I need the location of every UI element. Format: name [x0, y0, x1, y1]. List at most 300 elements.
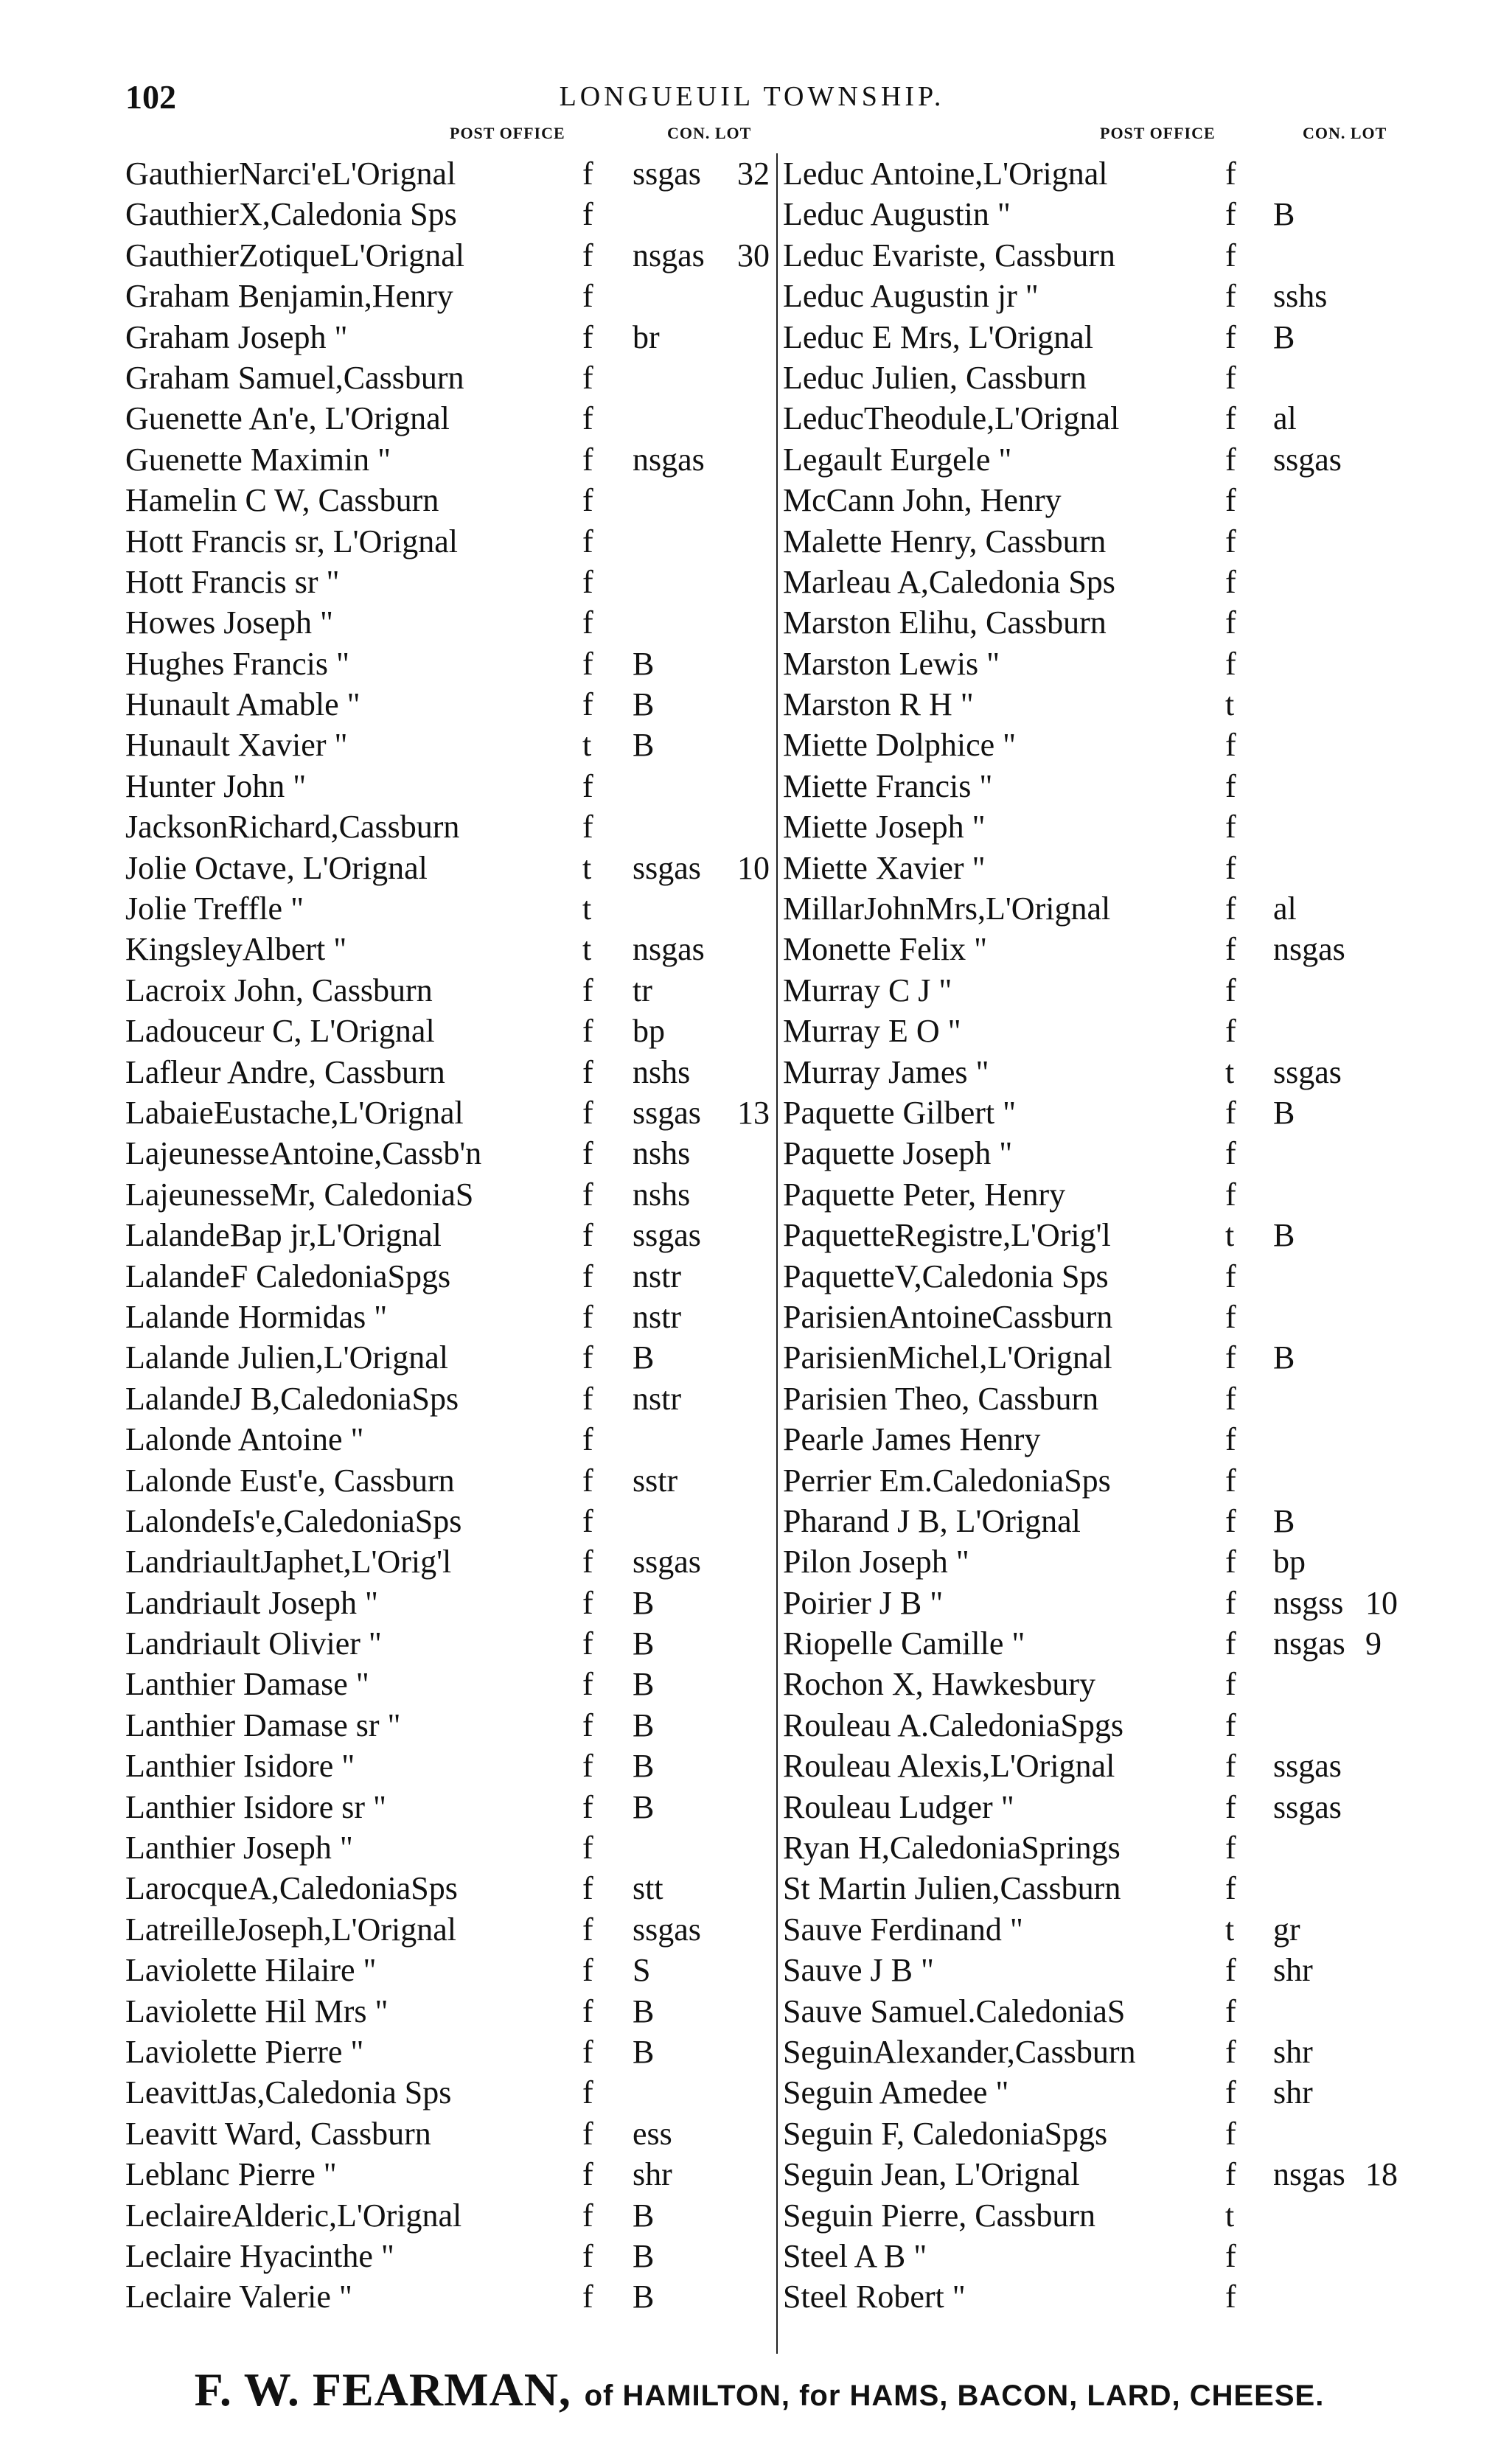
entry-post-office: f [582, 2197, 593, 2234]
directory-entry [125, 1583, 774, 1623]
directory-entry [125, 521, 774, 562]
directory-entry [125, 1991, 774, 2032]
entry-name: Miette Francis " [783, 767, 993, 804]
directory-entry [783, 1950, 1395, 1990]
directory-entry [783, 888, 1395, 929]
entry-post-office: f [582, 809, 593, 846]
entry-concession: ssgas [1273, 1788, 1342, 1825]
entry-post-office: f [582, 1952, 593, 1989]
entry-post-office: f [582, 156, 593, 192]
entry-concession: bp [1273, 1544, 1306, 1580]
directory-entry [783, 1705, 1395, 1746]
entry-name: Murray C J " [783, 972, 952, 1008]
directory-entry [783, 970, 1395, 1011]
directory-entry [783, 153, 1395, 194]
directory-entry [783, 1541, 1395, 1582]
directory-entry [783, 1174, 1395, 1215]
entry-post-office: f [1225, 645, 1236, 682]
entry-concession: sshs [1273, 278, 1328, 315]
entry-concession: nsgas [633, 237, 705, 273]
entry-name: Miette Xavier " [783, 849, 986, 886]
entry-name: Graham Joseph " [125, 318, 348, 355]
entry-name: Pharand J B, L'Orignal [783, 1502, 1081, 1539]
entry-name: SeguinAlexander,Cassburn [783, 2033, 1136, 2070]
directory-entry [783, 1827, 1395, 1868]
entry-post-office: f [1225, 809, 1236, 846]
entry-name: Paquette Joseph " [783, 1135, 1013, 1172]
right-column [783, 153, 1398, 2318]
directory-entry [125, 725, 774, 765]
entry-post-office: f [582, 523, 593, 560]
entry-post-office: f [582, 1339, 593, 1376]
entry-concession: B [1273, 318, 1295, 355]
entry-concession: ssgas [633, 849, 701, 886]
advertisement-text: of HAMILTON, for HAMS, BACON, LARD, CHEESE. [584, 2380, 1325, 2412]
entry-name: Lacroix John, Cassburn [125, 972, 433, 1008]
entry-post-office: f [582, 1993, 593, 2029]
left-column-header [125, 124, 774, 149]
entry-lot: 10 [1365, 1584, 1398, 1621]
entry-post-office: f [582, 1094, 593, 1131]
entry-post-office: f [582, 237, 593, 273]
entry-name: Hughes Francis " [125, 645, 349, 682]
directory-entry [125, 806, 774, 847]
left-post-office-heading: POST OFFICE [450, 124, 565, 142]
entry-name: Jolie Octave, L'Orignal [125, 849, 428, 886]
entry-post-office: f [582, 2074, 593, 2111]
directory-entry [783, 2154, 1398, 2195]
entry-name: LalandeJ B,CaledoniaSps [125, 1380, 459, 1417]
directory-entry [125, 1215, 774, 1255]
entry-post-office: f [1225, 604, 1236, 641]
entry-concession: B [633, 2033, 655, 2070]
directory-entry [783, 1256, 1395, 1297]
entry-post-office: f [1225, 2033, 1236, 2070]
entry-post-office: f [582, 686, 593, 723]
entry-post-office: f [582, 1176, 593, 1213]
right-con-lot-heading: CON. LOT [1303, 124, 1387, 142]
entry-post-office: f [582, 1298, 593, 1335]
entry-name: Lanthier Damase sr " [125, 1707, 401, 1743]
entry-concession: B [1273, 1339, 1295, 1376]
entry-name: Hamelin C W, Cassburn [125, 482, 439, 519]
entry-name: Lalande Julien,L'Orignal [125, 1339, 449, 1376]
entry-concession: B [1273, 1094, 1295, 1131]
entry-post-office: f [582, 1217, 593, 1254]
entry-post-office: f [582, 1421, 593, 1458]
directory-entry [125, 1337, 774, 1378]
entry-concession: S [633, 1952, 651, 1989]
entry-name: LabaieEustache,L'Orignal [125, 1094, 464, 1131]
entry-post-office: t [1225, 1053, 1235, 1090]
directory-entry [783, 1011, 1395, 1051]
entry-name: Marleau A,Caledonia Sps [783, 563, 1115, 600]
entry-name: ParisienAntoineCassburn [783, 1298, 1113, 1335]
directory-entry [783, 766, 1395, 806]
directory-entry [125, 1256, 774, 1297]
entry-concession: nstr [633, 1380, 681, 1417]
entry-name: Leclaire Hyacinthe " [125, 2237, 394, 2274]
directory-entry [783, 1623, 1395, 1664]
directory-entry [125, 1664, 774, 1704]
entry-post-office: f [1225, 523, 1236, 560]
entry-name: Lalonde Antoine " [125, 1421, 364, 1458]
entry-concession: B [633, 645, 655, 682]
left-column [125, 153, 774, 2318]
directory-entry [125, 1501, 774, 1541]
entry-post-office: t [582, 727, 592, 764]
entry-post-office: f [582, 645, 593, 682]
entry-post-office: f [582, 441, 593, 478]
entry-post-office: f [1225, 1094, 1236, 1131]
entry-name: Sauve Samuel.CaledoniaS [783, 1993, 1126, 2029]
entry-post-office: f [1225, 1748, 1236, 1785]
entry-lot: 32 [737, 156, 770, 192]
entry-post-office: f [1225, 727, 1236, 764]
directory-entry [783, 235, 1395, 276]
entry-post-office: t [1225, 1217, 1235, 1254]
directory-entry [783, 1052, 1395, 1092]
advertisement-footer [125, 2363, 1393, 2422]
entry-post-office: f [1225, 2115, 1236, 2152]
entry-concession: B [1273, 1217, 1295, 1254]
entry-post-office: f [1225, 196, 1236, 233]
entry-post-office: f [582, 1462, 593, 1499]
entry-concession: B [633, 1625, 655, 1662]
directory-entry [783, 602, 1395, 643]
entry-name: ParisienMichel,L'Orignal [783, 1339, 1112, 1376]
directory-entry [783, 1297, 1395, 1337]
directory-entry [783, 2236, 1395, 2276]
entry-concession: bp [633, 1013, 665, 1050]
entry-name: LeavittJas,Caledonia Sps [125, 2074, 452, 2111]
entry-post-office: f [1225, 1788, 1236, 1825]
entry-name: Parisien Theo, Cassburn [783, 1380, 1099, 1417]
entry-name: LeclaireAlderic,L'Orignal [125, 2197, 462, 2234]
entry-name: Leclaire Valerie " [125, 2279, 352, 2315]
directory-entry [125, 439, 774, 480]
directory-entry [125, 235, 774, 276]
directory-entry [125, 1827, 774, 1868]
directory-entry [125, 1133, 774, 1174]
directory-entry [125, 766, 774, 806]
entry-name: Leblanc Pierre " [125, 2156, 337, 2193]
directory-entry [783, 1215, 1395, 1255]
entry-post-office: f [1225, 1502, 1236, 1539]
directory-entry [783, 194, 1395, 234]
entry-name: Lanthier Damase " [125, 1666, 369, 1703]
entry-name: LandriaultJaphet,L'Orig'l [125, 1544, 452, 1580]
entry-name: Rouleau Ludger " [783, 1788, 1014, 1825]
entry-post-office: f [1225, 1870, 1236, 1907]
directory-entry [783, 1378, 1395, 1419]
entry-name: Sauve Ferdinand " [783, 1911, 1023, 1948]
left-con-lot-heading: CON. LOT [667, 124, 752, 142]
entry-post-office: f [1225, 1462, 1236, 1499]
entry-post-office: f [582, 563, 593, 600]
entry-name: Landriault Joseph " [125, 1584, 378, 1621]
entry-name: Rouleau Alexis,L'Orignal [783, 1748, 1115, 1785]
entry-post-office: f [1225, 849, 1236, 886]
entry-post-office: t [582, 931, 592, 968]
entry-name: JacksonRichard,Cassburn [125, 809, 460, 846]
directory-entry [783, 806, 1395, 847]
entry-post-office: f [582, 1544, 593, 1580]
entry-name: Seguin Jean, L'Orignal [783, 2156, 1080, 2193]
directory-entry [783, 1583, 1398, 1623]
entry-name: Laviolette Hil Mrs " [125, 1993, 389, 2029]
entry-name: Pilon Joseph " [783, 1544, 969, 1580]
directory-entry [125, 2195, 774, 2236]
entry-name: GauthierNarci'eL'Orignal [125, 156, 456, 192]
directory-entry [125, 153, 774, 194]
entry-concession: B [633, 686, 655, 723]
entry-name: Seguin Amedee " [783, 2074, 1009, 2111]
entry-concession: B [633, 1666, 655, 1703]
directory-entry [125, 888, 774, 929]
entry-name: Poirier J B " [783, 1584, 944, 1621]
entry-lot: 18 [1365, 2156, 1398, 2193]
directory-entry [125, 1705, 774, 1746]
entry-name: Monette Felix " [783, 931, 988, 968]
entry-name: MillarJohnMrs,L'Orignal [783, 890, 1111, 927]
entry-name: Malette Henry, Cassburn [783, 523, 1107, 560]
entry-concession: shr [1273, 2033, 1313, 2070]
directory-entry [783, 2195, 1395, 2236]
entry-post-office: f [1225, 400, 1236, 437]
directory-entry [783, 1460, 1395, 1501]
entry-post-office: f [582, 1135, 593, 1172]
entry-post-office: f [582, 318, 593, 355]
entry-concession: nsgas [1273, 1625, 1345, 1662]
entry-post-office: f [1225, 2237, 1236, 2274]
entry-post-office: f [582, 2156, 593, 2193]
entry-name: Steel A B " [783, 2237, 927, 2274]
entry-name: Hunault Xavier " [125, 727, 348, 764]
entry-post-office: f [1225, 1830, 1236, 1866]
entry-name: Murray James " [783, 1053, 989, 1090]
entry-post-office: t [1225, 2197, 1235, 2234]
entry-concession: B [633, 2197, 655, 2234]
entry-post-office: t [1225, 1911, 1235, 1948]
directory-entry [125, 1868, 774, 1909]
entry-name: Landriault Olivier " [125, 1625, 382, 1662]
entry-concession: sstr [633, 1462, 678, 1499]
entry-name: Seguin F, CaledoniaSpgs [783, 2115, 1108, 2152]
entry-concession: br [633, 318, 660, 355]
entry-post-office: f [1225, 1421, 1236, 1458]
entry-post-office: f [582, 1053, 593, 1090]
entry-name: LeducTheodule,L'Orignal [783, 400, 1120, 437]
entry-name: Rouleau A.CaledoniaSpgs [783, 1707, 1123, 1743]
directory-entry [783, 1501, 1395, 1541]
entry-post-office: f [1225, 1380, 1236, 1417]
directory-entry [783, 317, 1395, 358]
entry-name: Hott Francis sr, L'Orignal [125, 523, 458, 560]
entry-name: Hott Francis sr " [125, 563, 340, 600]
entry-concession: ssgas [633, 156, 701, 192]
entry-post-office: f [1225, 1993, 1236, 2029]
entry-post-office: f [1225, 972, 1236, 1008]
entry-post-office: f [1225, 1339, 1236, 1376]
directory-entry [783, 2113, 1395, 2154]
entry-post-office: f [582, 1830, 593, 1866]
entry-post-office: f [1225, 1625, 1236, 1662]
entry-name: Ryan H,CaledoniaSprings [783, 1830, 1121, 1866]
entry-concession: shr [1273, 2074, 1313, 2111]
entry-post-office: f [582, 1584, 593, 1621]
directory-entry [783, 2072, 1395, 2113]
entry-post-office: f [1225, 278, 1236, 315]
entry-post-office: f [1225, 2279, 1236, 2315]
directory-entry [125, 848, 774, 888]
entry-name: Lanthier Isidore sr " [125, 1788, 386, 1825]
entry-concession: B [633, 1584, 655, 1621]
entry-post-office: f [1225, 237, 1236, 273]
entry-post-office: f [1225, 1544, 1236, 1580]
entry-lot: 30 [737, 237, 770, 273]
entry-name: Jolie Treffle " [125, 890, 304, 927]
directory-entry [125, 480, 774, 520]
entry-name: Ladouceur C, L'Orignal [125, 1013, 435, 1050]
entry-name: Laviolette Pierre " [125, 2033, 364, 2070]
entry-concession: B [633, 1707, 655, 1743]
entry-concession: ssgas [1273, 1748, 1342, 1785]
entry-name: Rochon X, Hawkesbury [783, 1666, 1096, 1703]
directory-entry [783, 2032, 1395, 2072]
entry-name: Miette Dolphice " [783, 727, 1017, 764]
directory-entry [125, 2154, 774, 2195]
directory-entry [125, 1746, 774, 1786]
entry-post-office: f [1225, 2074, 1236, 2111]
entry-name: Graham Benjamin,Henry [125, 278, 453, 315]
entry-concession: ess [633, 2115, 672, 2152]
directory-entry [125, 1623, 774, 1664]
entry-post-office: f [582, 1707, 593, 1743]
directory-entry [783, 1909, 1395, 1950]
entry-name: Lalonde Eust'e, Cassburn [125, 1462, 455, 1499]
entry-post-office: f [582, 196, 593, 233]
entry-concession: ssgas [633, 1544, 701, 1580]
directory-entry [125, 644, 774, 684]
directory-entry [125, 602, 774, 643]
directory-entry [125, 1460, 774, 1501]
entry-concession: ssgas [1273, 1053, 1342, 1090]
directory-entry [783, 929, 1395, 969]
directory-entry [125, 194, 774, 234]
entry-concession: B [633, 2279, 655, 2315]
entry-post-office: f [1225, 890, 1236, 927]
entry-post-office: f [1225, 1258, 1236, 1294]
directory-entry [125, 1011, 774, 1051]
entry-post-office: f [582, 359, 593, 396]
entry-concession: B [1273, 196, 1295, 233]
entry-concession: al [1273, 890, 1297, 927]
entry-post-office: f [582, 482, 593, 519]
entry-name: Hunault Amable " [125, 686, 360, 723]
entry-name: Hunter John " [125, 767, 307, 804]
entry-post-office: f [1225, 1584, 1236, 1621]
entry-name: Marston Lewis " [783, 645, 1000, 682]
entry-name: Lafleur Andre, Cassburn [125, 1053, 445, 1090]
entry-name: LajeunesseAntoine,Cassb'n [125, 1135, 482, 1172]
entry-post-office: f [582, 1502, 593, 1539]
directory-entry [125, 1419, 774, 1460]
directory-entry [783, 439, 1395, 480]
directory-entry [125, 398, 774, 439]
directory-entry [125, 1541, 774, 1582]
entry-concession: nshs [633, 1053, 691, 1090]
entry-post-office: t [1225, 686, 1235, 723]
advertiser-name: F. W. FEARMAN, [194, 2363, 571, 2416]
directory-entry [783, 480, 1395, 520]
entry-post-office: f [582, 604, 593, 641]
entry-name: GauthierZotiqueL'Orignal [125, 237, 465, 273]
entry-concession: tr [633, 972, 652, 1008]
entry-concession: shr [1273, 1952, 1313, 1989]
entry-name: LajeunesseMr, CaledoniaS [125, 1176, 474, 1213]
directory-entry [125, 970, 774, 1011]
entry-name: Pearle James Henry [783, 1421, 1041, 1458]
entry-name: Miette Joseph " [783, 809, 986, 846]
entry-name: Lanthier Joseph " [125, 1830, 353, 1866]
entry-concession: nstr [633, 1298, 681, 1335]
entry-name: McCann John, Henry [783, 482, 1062, 519]
entry-name: PaquetteRegistre,L'Orig'l [783, 1217, 1111, 1254]
entry-name: Graham Samuel,Cassburn [125, 359, 464, 396]
entry-name: Lanthier Isidore " [125, 1748, 355, 1785]
entry-concession: nshs [633, 1176, 691, 1213]
entry-concession: shr [633, 2156, 672, 2193]
directory-entry [783, 358, 1395, 398]
entry-name: Paquette Peter, Henry [783, 1176, 1066, 1213]
entry-post-office: f [1225, 767, 1236, 804]
directory-entry [125, 1950, 774, 1990]
directory-entry [783, 848, 1395, 888]
entry-concession: B [633, 727, 655, 764]
entry-name: Lalande Hormidas " [125, 1298, 388, 1335]
entry-concession: ssgas [633, 1217, 701, 1254]
entry-concession: nstr [633, 1258, 681, 1294]
page-number: 102 [125, 78, 176, 116]
entry-concession: nsgss [1273, 1584, 1344, 1621]
entry-concession: ssgas [633, 1094, 701, 1131]
directory-entry [783, 1419, 1395, 1460]
entry-name: Marston Elihu, Cassburn [783, 604, 1107, 641]
entry-post-office: t [582, 890, 592, 927]
entry-name: GauthierX,Caledonia Sps [125, 196, 457, 233]
entry-name: Riopelle Camille " [783, 1625, 1025, 1662]
directory-entry [783, 1133, 1395, 1174]
entry-post-office: f [1225, 1013, 1236, 1050]
entry-post-office: f [1225, 482, 1236, 519]
entry-concession: nsgas [1273, 2156, 1345, 2193]
entry-name: Leduc Augustin " [783, 196, 1011, 233]
entry-post-office: f [582, 972, 593, 1008]
directory-entry [783, 1092, 1395, 1133]
directory-entry [783, 1746, 1395, 1786]
directory-entry [783, 644, 1395, 684]
directory-entry [783, 1337, 1395, 1378]
directory-entry [125, 2072, 774, 2113]
entry-post-office: f [582, 278, 593, 315]
entry-name: Murray E O " [783, 1013, 961, 1050]
entry-concession: ssgas [1273, 441, 1342, 478]
directory-entry [783, 1991, 1395, 2032]
directory-entry [125, 1909, 774, 1950]
entry-post-office: f [582, 1911, 593, 1948]
entry-post-office: f [582, 767, 593, 804]
